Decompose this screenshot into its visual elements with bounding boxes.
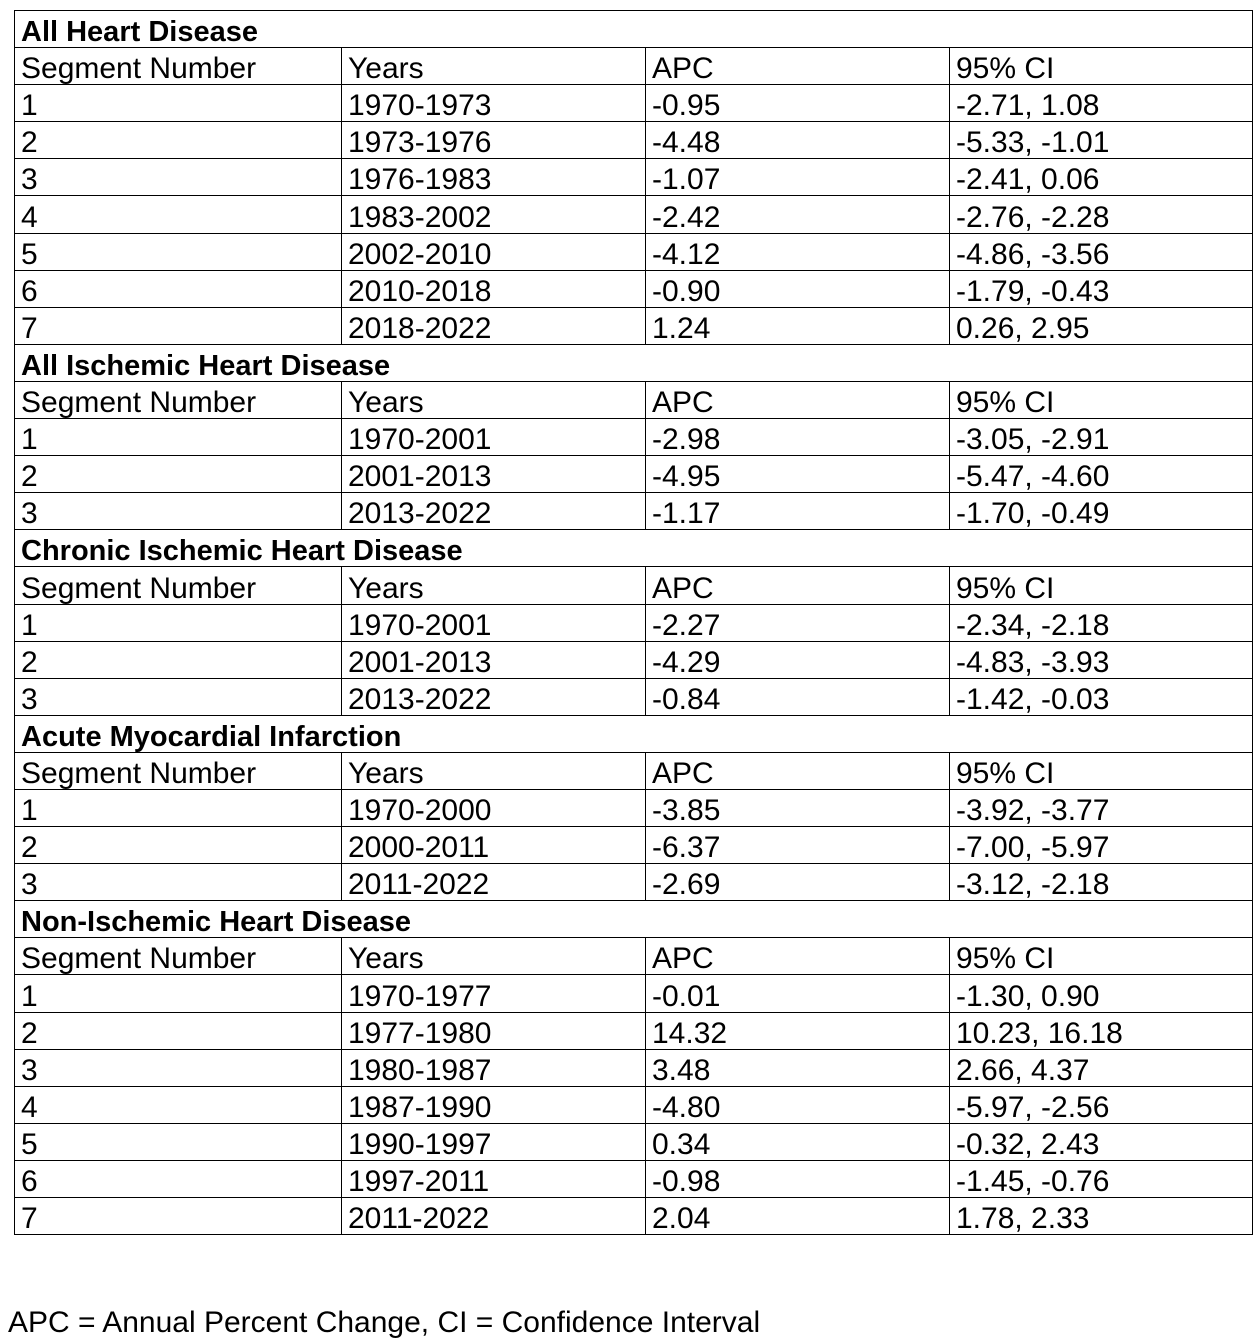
cell-years: 1983-2002 bbox=[342, 196, 646, 233]
cell-segment-number: 2 bbox=[15, 827, 342, 864]
section-title: Acute Myocardial Infarction bbox=[15, 715, 1253, 752]
cell-years: 1977-1980 bbox=[342, 1012, 646, 1049]
section-title: All Ischemic Heart Disease bbox=[15, 344, 1253, 381]
footnote: APC = Annual Percent Change, CI = Confidence Interval bbox=[8, 1306, 761, 1339]
table-row bbox=[15, 641, 1253, 678]
cell-95-ci: -5.97, -2.56 bbox=[950, 1086, 1253, 1123]
cell-years: 1987-1990 bbox=[342, 1086, 646, 1123]
section-title: Non-Ischemic Heart Disease bbox=[15, 901, 1253, 938]
header-years: Years bbox=[342, 48, 646, 85]
cell-apc: -4.95 bbox=[646, 456, 950, 493]
table-row bbox=[15, 307, 1253, 344]
cell-years: 2013-2022 bbox=[342, 493, 646, 530]
cell-years: 1970-2001 bbox=[342, 419, 646, 456]
cell-95-ci: -4.86, -3.56 bbox=[950, 233, 1253, 270]
cell-95-ci: -2.34, -2.18 bbox=[950, 604, 1253, 641]
cell-years: 1997-2011 bbox=[342, 1160, 646, 1197]
header-apc: APC bbox=[646, 567, 950, 604]
cell-95-ci: 10.23, 16.18 bbox=[950, 1012, 1253, 1049]
cell-95-ci: -2.41, 0.06 bbox=[950, 159, 1253, 196]
table-row bbox=[15, 1160, 1253, 1197]
cell-apc: 2.04 bbox=[646, 1198, 950, 1235]
cell-apc: -2.42 bbox=[646, 196, 950, 233]
cell-years: 2000-2011 bbox=[342, 827, 646, 864]
cell-segment-number: 1 bbox=[15, 604, 342, 641]
column-header-row bbox=[15, 381, 1253, 418]
table-row bbox=[15, 604, 1253, 641]
column-header-row bbox=[15, 752, 1253, 789]
cell-apc: 0.34 bbox=[646, 1123, 950, 1160]
cell-apc: -1.07 bbox=[646, 159, 950, 196]
cell-95-ci: 1.78, 2.33 bbox=[950, 1198, 1253, 1235]
cell-years: 1976-1983 bbox=[342, 159, 646, 196]
cell-segment-number: 2 bbox=[15, 122, 342, 159]
header-years: Years bbox=[342, 752, 646, 789]
table-row bbox=[15, 864, 1253, 901]
table-row bbox=[15, 975, 1253, 1012]
cell-95-ci: -3.05, -2.91 bbox=[950, 419, 1253, 456]
apc-table bbox=[14, 10, 1253, 1235]
cell-apc: -0.98 bbox=[646, 1160, 950, 1197]
cell-95-ci: -7.00, -5.97 bbox=[950, 827, 1253, 864]
table-row bbox=[15, 85, 1253, 122]
column-header-row bbox=[15, 567, 1253, 604]
cell-segment-number: 3 bbox=[15, 493, 342, 530]
header-segment-number: Segment Number bbox=[15, 938, 342, 975]
cell-years: 2001-2013 bbox=[342, 456, 646, 493]
table-row bbox=[15, 493, 1253, 530]
header-segment-number: Segment Number bbox=[15, 752, 342, 789]
cell-years: 1970-1977 bbox=[342, 975, 646, 1012]
table-row bbox=[15, 1086, 1253, 1123]
cell-95-ci: 0.26, 2.95 bbox=[950, 307, 1253, 344]
header-95-ci: 95% CI bbox=[950, 381, 1253, 418]
apc-table-body bbox=[15, 11, 1253, 1235]
cell-apc: 3.48 bbox=[646, 1049, 950, 1086]
table-row bbox=[15, 1123, 1253, 1160]
cell-years: 1970-2001 bbox=[342, 604, 646, 641]
cell-years: 2011-2022 bbox=[342, 864, 646, 901]
header-apc: APC bbox=[646, 48, 950, 85]
table-row bbox=[15, 678, 1253, 715]
cell-segment-number: 6 bbox=[15, 1160, 342, 1197]
cell-segment-number: 2 bbox=[15, 1012, 342, 1049]
cell-apc: -6.37 bbox=[646, 827, 950, 864]
cell-apc: -2.98 bbox=[646, 419, 950, 456]
cell-95-ci: -4.83, -3.93 bbox=[950, 641, 1253, 678]
section-title-row bbox=[15, 715, 1253, 752]
cell-apc: 14.32 bbox=[646, 1012, 950, 1049]
header-apc: APC bbox=[646, 381, 950, 418]
cell-apc: 1.24 bbox=[646, 307, 950, 344]
header-segment-number: Segment Number bbox=[15, 48, 342, 85]
cell-95-ci: -1.42, -0.03 bbox=[950, 678, 1253, 715]
table-row bbox=[15, 827, 1253, 864]
cell-segment-number: 1 bbox=[15, 419, 342, 456]
table-row bbox=[15, 270, 1253, 307]
cell-95-ci: -1.70, -0.49 bbox=[950, 493, 1253, 530]
header-years: Years bbox=[342, 567, 646, 604]
section-title-row bbox=[15, 11, 1253, 48]
cell-segment-number: 2 bbox=[15, 456, 342, 493]
cell-95-ci: -2.76, -2.28 bbox=[950, 196, 1253, 233]
cell-95-ci: -1.30, 0.90 bbox=[950, 975, 1253, 1012]
cell-apc: -4.29 bbox=[646, 641, 950, 678]
cell-segment-number: 1 bbox=[15, 85, 342, 122]
cell-years: 2018-2022 bbox=[342, 307, 646, 344]
cell-years: 2013-2022 bbox=[342, 678, 646, 715]
cell-apc: -4.48 bbox=[646, 122, 950, 159]
table-row bbox=[15, 419, 1253, 456]
cell-segment-number: 6 bbox=[15, 270, 342, 307]
column-header-row bbox=[15, 48, 1253, 85]
cell-apc: -4.12 bbox=[646, 233, 950, 270]
cell-segment-number: 2 bbox=[15, 641, 342, 678]
cell-apc: -0.01 bbox=[646, 975, 950, 1012]
header-years: Years bbox=[342, 381, 646, 418]
section-title: All Heart Disease bbox=[15, 11, 1253, 48]
header-apc: APC bbox=[646, 938, 950, 975]
header-years: Years bbox=[342, 938, 646, 975]
section-title-row bbox=[15, 901, 1253, 938]
cell-segment-number: 7 bbox=[15, 307, 342, 344]
section-title: Chronic Ischemic Heart Disease bbox=[15, 530, 1253, 567]
cell-segment-number: 4 bbox=[15, 196, 342, 233]
header-segment-number: Segment Number bbox=[15, 567, 342, 604]
header-95-ci: 95% CI bbox=[950, 752, 1253, 789]
header-segment-number: Segment Number bbox=[15, 381, 342, 418]
cell-apc: -2.27 bbox=[646, 604, 950, 641]
header-95-ci: 95% CI bbox=[950, 48, 1253, 85]
cell-years: 2011-2022 bbox=[342, 1198, 646, 1235]
cell-95-ci: -3.12, -2.18 bbox=[950, 864, 1253, 901]
cell-apc: -3.85 bbox=[646, 789, 950, 826]
cell-apc: -0.84 bbox=[646, 678, 950, 715]
cell-95-ci: -3.92, -3.77 bbox=[950, 789, 1253, 826]
table-row bbox=[15, 159, 1253, 196]
cell-95-ci: -5.33, -1.01 bbox=[950, 122, 1253, 159]
cell-95-ci: 2.66, 4.37 bbox=[950, 1049, 1253, 1086]
cell-years: 2001-2013 bbox=[342, 641, 646, 678]
cell-95-ci: -5.47, -4.60 bbox=[950, 456, 1253, 493]
cell-apc: -4.80 bbox=[646, 1086, 950, 1123]
cell-95-ci: -2.71, 1.08 bbox=[950, 85, 1253, 122]
table-row bbox=[15, 1012, 1253, 1049]
section-title-row bbox=[15, 344, 1253, 381]
cell-segment-number: 4 bbox=[15, 1086, 342, 1123]
cell-segment-number: 5 bbox=[15, 1123, 342, 1160]
cell-segment-number: 1 bbox=[15, 789, 342, 826]
table-row bbox=[15, 233, 1253, 270]
cell-95-ci: -0.32, 2.43 bbox=[950, 1123, 1253, 1160]
cell-years: 1980-1987 bbox=[342, 1049, 646, 1086]
cell-years: 1970-1973 bbox=[342, 85, 646, 122]
table-row bbox=[15, 122, 1253, 159]
cell-apc: -0.90 bbox=[646, 270, 950, 307]
table-row bbox=[15, 196, 1253, 233]
cell-years: 1970-2000 bbox=[342, 789, 646, 826]
table-row bbox=[15, 789, 1253, 826]
header-apc: APC bbox=[646, 752, 950, 789]
cell-years: 1990-1997 bbox=[342, 1123, 646, 1160]
cell-segment-number: 3 bbox=[15, 159, 342, 196]
cell-segment-number: 5 bbox=[15, 233, 342, 270]
cell-segment-number: 3 bbox=[15, 678, 342, 715]
table-row bbox=[15, 1198, 1253, 1235]
cell-years: 1973-1976 bbox=[342, 122, 646, 159]
cell-apc: -1.17 bbox=[646, 493, 950, 530]
cell-segment-number: 7 bbox=[15, 1198, 342, 1235]
header-95-ci: 95% CI bbox=[950, 938, 1253, 975]
cell-apc: -0.95 bbox=[646, 85, 950, 122]
cell-segment-number: 1 bbox=[15, 975, 342, 1012]
table-row bbox=[15, 456, 1253, 493]
cell-years: 2002-2010 bbox=[342, 233, 646, 270]
column-header-row bbox=[15, 938, 1253, 975]
table-row bbox=[15, 1049, 1253, 1086]
cell-95-ci: -1.79, -0.43 bbox=[950, 270, 1253, 307]
cell-segment-number: 3 bbox=[15, 864, 342, 901]
header-95-ci: 95% CI bbox=[950, 567, 1253, 604]
cell-95-ci: -1.45, -0.76 bbox=[950, 1160, 1253, 1197]
cell-segment-number: 3 bbox=[15, 1049, 342, 1086]
section-title-row bbox=[15, 530, 1253, 567]
cell-apc: -2.69 bbox=[646, 864, 950, 901]
cell-years: 2010-2018 bbox=[342, 270, 646, 307]
